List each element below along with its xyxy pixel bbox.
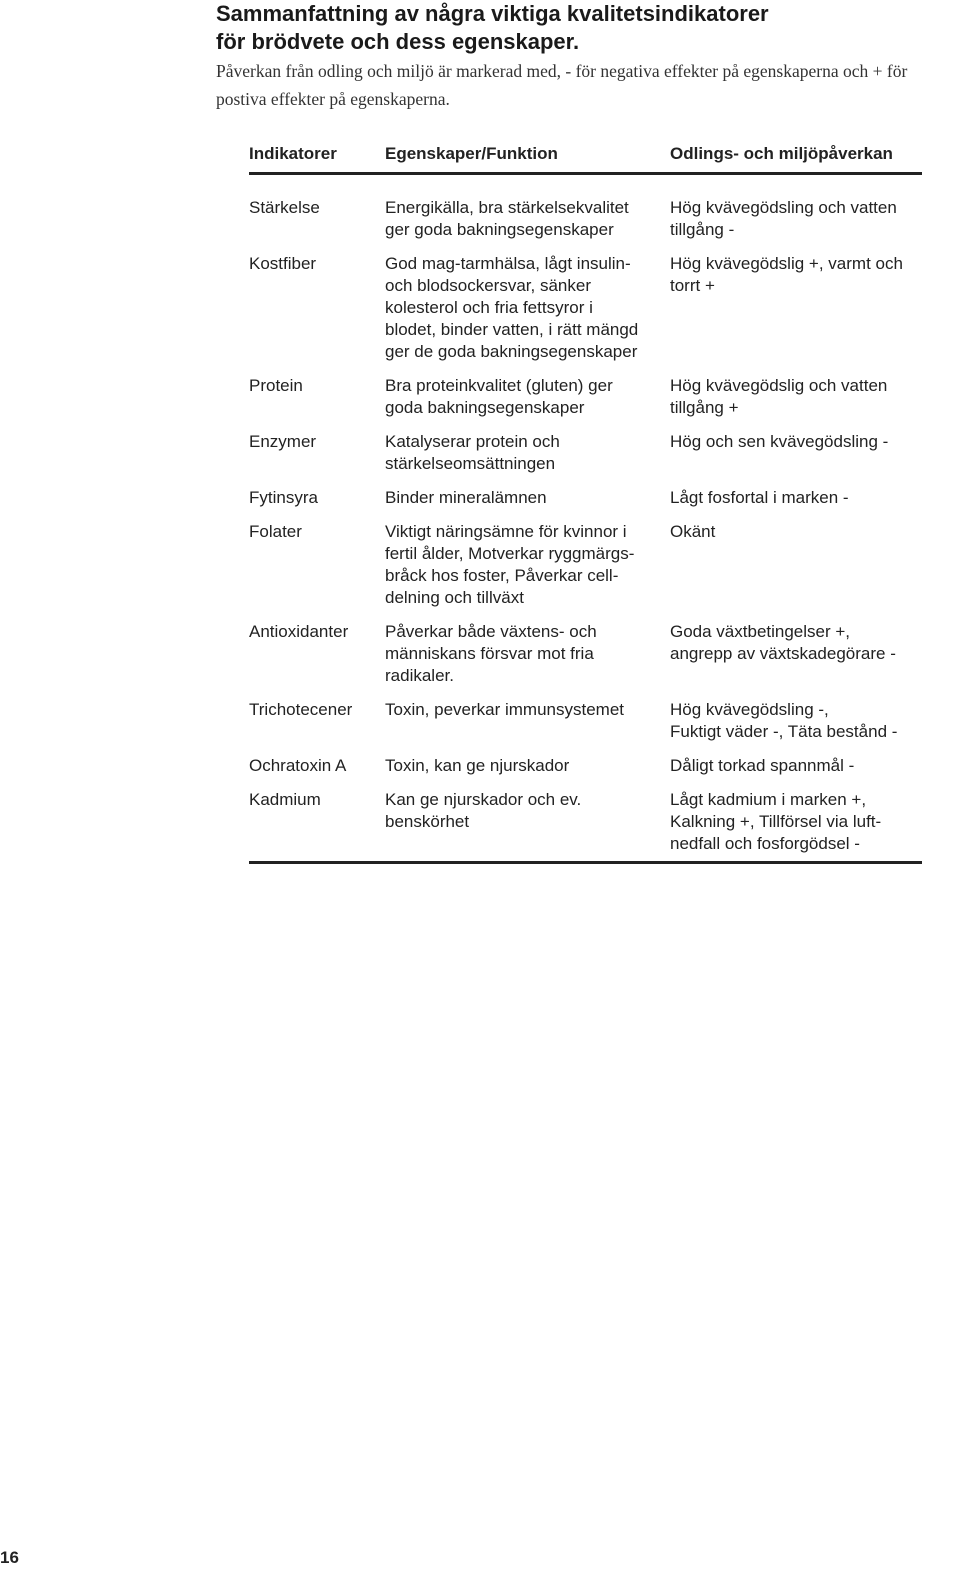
influence-cell: Lågt fosfortal i marken -	[670, 488, 849, 507]
column-header-influence: Odlings- och miljöpåverkan	[670, 142, 922, 174]
table-row	[249, 755, 922, 789]
column-header-indicators: Indikatorer	[249, 142, 385, 174]
page-number: 16	[0, 1548, 19, 1567]
indicator-cell: Kadmium	[249, 789, 385, 863]
indicator-cell: Trichotecener	[249, 700, 353, 719]
influence-cell: Hög och sen kvävegödsling -	[670, 432, 889, 451]
table-row	[249, 789, 922, 863]
influence-cell: Hög kvävegödslig och vatten tillgång +	[670, 376, 888, 417]
influence-cell: Dåligt torkad spannmål -	[670, 756, 855, 775]
indicator-cell: Kostfiber	[249, 254, 317, 273]
function-cell: Katalyserar protein och stärkelseomsättningen	[385, 432, 560, 473]
influence-cell: Hög kvävegödsling och vatten tillgång -	[670, 198, 897, 239]
table-row	[249, 375, 922, 431]
table-header-row	[249, 142, 922, 174]
table-row	[249, 174, 922, 254]
table-row	[249, 253, 922, 375]
indicator-cell: Folater	[249, 522, 302, 541]
influence-cell: Okänt	[670, 522, 716, 541]
influence-cell: Hög kvävegödslig +, varmt och torrt +	[670, 254, 903, 295]
indicator-cell: Fytinsyra	[249, 488, 318, 507]
indicator-cell: Antioxidanter	[249, 622, 349, 641]
function-cell: Toxin, kan ge njurskador	[385, 756, 570, 775]
quality-indicators-table-container	[249, 142, 922, 864]
heading-line-2: för brödvete och dess egenskaper.	[216, 29, 580, 54]
table-row	[249, 621, 922, 699]
heading-line-1: Sammanfattning av några viktiga kvalitetsindikatorer	[216, 1, 769, 26]
influence-cell: Goda växtbetingelser +, angrepp av växtskadegörare -	[670, 622, 896, 663]
influence-cell: Hög kvävegödsling -, Fuktigt väder -, Täta bestånd -	[670, 700, 898, 741]
function-cell: Toxin, peverkar immunsystemet	[385, 700, 625, 719]
table-row	[249, 431, 922, 487]
indicator-cell: Stärkelse	[249, 198, 320, 217]
influence-cell: Lågt kadmium i marken +, Kalkning +, Tillförsel via luft- nedfall och fosforgödsel -	[670, 789, 922, 863]
function-cell: Påverkar både växtens- och människans försvar mot fria radikaler.	[385, 622, 597, 685]
table-row	[249, 699, 922, 755]
indicator-cell: Enzymer	[249, 432, 317, 451]
function-cell: Energikälla, bra stärkelsekvalitet ger goda bakningsegenskaper	[385, 198, 629, 239]
table-row	[249, 521, 922, 621]
indicator-cell: Protein	[249, 376, 303, 395]
table-row	[249, 487, 922, 521]
column-header-function: Egenskaper/Funktion	[385, 142, 670, 174]
function-cell: Kan ge njurskador och ev. benskörhet	[385, 789, 670, 863]
quality-indicators-table	[249, 142, 922, 864]
function-cell: Viktigt näringsämne för kvinnor i fertil ålder, Motverkar ryggmärgs- bråck hos foster, Påverkar cell- delning och tillväxt	[385, 522, 635, 607]
function-cell: God mag-tarmhälsa, lågt insulin- och blodsockersvar, sänker kolesterol och fria fettsyror i blodet, binder vatten, i rätt mängd ger de goda bakningsegenskaper	[385, 254, 639, 361]
function-cell: Bra proteinkvalitet (gluten) ger goda bakningsegenskaper	[385, 376, 613, 417]
page-heading	[216, 0, 946, 56]
intro-paragraph: Påverkan från odling och miljö är markerad med, - för negativa effekter på egenskaperna och + för postiva effekter på egenskaperna.	[216, 61, 908, 109]
function-cell: Binder mineralämnen	[385, 488, 547, 507]
indicator-cell: Ochratoxin A	[249, 756, 347, 775]
